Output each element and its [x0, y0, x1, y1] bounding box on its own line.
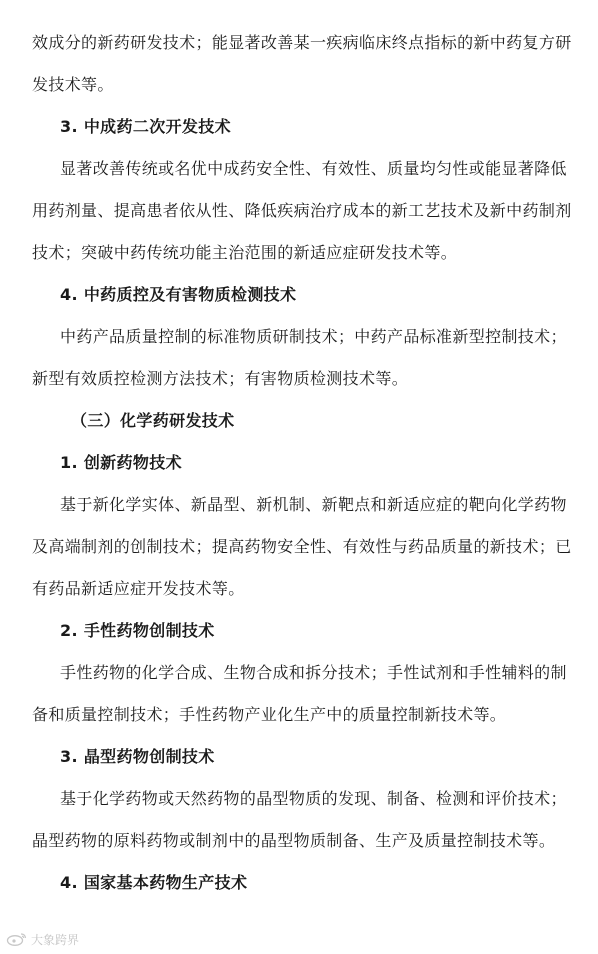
paragraph-line: 有药品新适应症开发技术等。 [32, 579, 245, 598]
watermark [6, 930, 79, 948]
section-heading: 2. 手性药物创制技术 [60, 621, 215, 640]
weibo-logo-icon [6, 932, 28, 946]
paragraph-line: 备和质量控制技术；手性药物产业化生产中的质量控制新技术等。 [32, 705, 507, 724]
paragraph-line: 新型有效质控检测方法技术；有害物质检测技术等。 [32, 369, 409, 388]
section-heading: 4. 中药质控及有害物质检测技术 [60, 285, 297, 304]
paragraph-line: 用药剂量、提高患者依从性、降低疾病治疗成本的新工艺技术及新中药制剂 [32, 201, 572, 220]
paragraph-line: 基于化学药物或天然药物的晶型物质的发现、制备、检测和评价技术； [60, 789, 567, 808]
paragraph-line: 技术；突破中药传统功能主治范围的新适应症研发技术等。 [32, 243, 458, 262]
paragraph-line: 手性药物的化学合成、生物合成和拆分技术；手性试剂和手性辅料的制 [60, 663, 567, 682]
paragraph-line: 晶型药物的原料药物或制剂中的晶型物质制备、生产及质量控制技术等。 [32, 831, 556, 850]
section-heading: 4. 国家基本药物生产技术 [60, 873, 248, 892]
paragraph-line: 基于新化学实体、新晶型、新机制、新靶点和新适应症的靶向化学药物 [60, 495, 567, 514]
section-heading: 3. 中成药二次开发技术 [60, 117, 231, 136]
section-heading: 1. 创新药物技术 [60, 453, 182, 472]
paragraph-line: 中药产品质量控制的标准物质研制技术；中药产品标准新型控制技术； [60, 327, 567, 346]
paragraph-line: 及高端制剂的创制技术；提高药物安全性、有效性与药品质量的新技术；已 [32, 537, 572, 556]
watermark-text: 大象跨界 [31, 932, 80, 947]
section-heading: （三）化学药研发技术 [71, 411, 235, 430]
paragraph-line: 发技术等。 [32, 75, 114, 94]
paragraph-line: 显著改善传统或名优中成药安全性、有效性、质量均匀性或能显著降低 [60, 159, 567, 178]
section-heading: 3. 晶型药物创制技术 [60, 747, 215, 766]
paragraph-line: 效成分的新药研发技术；能显著改善某一疾病临床终点指标的新中药复方研 [32, 33, 572, 52]
